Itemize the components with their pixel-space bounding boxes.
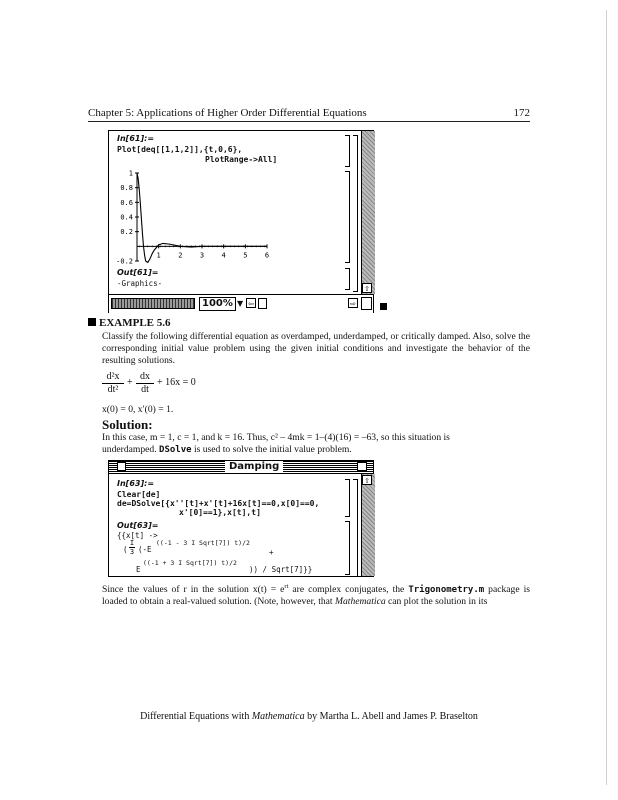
solution-line2 (102, 444, 530, 456)
scroll-right-arrow-icon[interactable]: ⇨ (348, 298, 358, 308)
example-title: EXAMPLE 5.6 (99, 317, 171, 329)
scroll-up-arrow-icon[interactable]: ⇧ (362, 475, 372, 485)
series-line (137, 173, 270, 262)
horizontal-scroll-thumb[interactable] (258, 298, 267, 309)
damping-notebook-window (108, 460, 374, 577)
y-tick-label: 0.8 (120, 184, 133, 193)
out-exponent1: ((-1 - 3 I Sqrt[7]) t)/2 (156, 539, 250, 547)
closing-superscript: rt (284, 583, 289, 590)
y-tick-label: 1 (128, 169, 133, 178)
page-footer (0, 711, 618, 722)
plot-notebook-window (108, 130, 374, 313)
solution-heading: Solution: (102, 417, 153, 432)
out-neg-e: (-E (138, 545, 152, 554)
vertical-scrollbar[interactable] (361, 474, 375, 576)
dsolve-code: DSolve (159, 445, 192, 455)
eq-dt2: dt² (107, 384, 119, 395)
example-heading (88, 317, 171, 329)
x-tick-label: 5 (243, 251, 248, 260)
eq-rest: + 16x = 0 (157, 377, 196, 388)
cell-bracket[interactable] (345, 171, 350, 263)
frac-den: 3 (129, 548, 135, 556)
damping-code-line3: x'[0]==1},x[t],t] (179, 508, 261, 517)
y-tick-label: 0.4 (120, 213, 133, 222)
closing-text: can plot the solution in its (385, 596, 488, 608)
eq-dx: dx (140, 371, 150, 382)
window-title: Damping (225, 461, 283, 473)
footer-text: Differential Equations with (140, 711, 252, 722)
plot-code-line1: Plot[deq[[1,1,2]],{t,0,6}, (117, 145, 243, 154)
x-tick-label: 4 (221, 251, 226, 260)
damping-out-label: Out[63]= (117, 521, 159, 530)
plot-out-label: Out[61]= (117, 268, 159, 277)
y-tick-label: -0.2 (116, 257, 133, 266)
y-tick-label: 0.2 (120, 228, 133, 237)
title-bar[interactable] (109, 461, 373, 474)
x-tick-label: 1 (156, 251, 161, 260)
zoom-level[interactable]: 100% (199, 297, 236, 311)
bottom-bar (109, 294, 373, 313)
damping-out-line1: {{x[t] -> (117, 531, 158, 540)
out-e: E (136, 565, 141, 574)
vertical-scrollbar[interactable] (361, 131, 375, 294)
cell-bracket[interactable] (345, 521, 350, 575)
plot-in-label: In[61]:= (117, 134, 155, 143)
plot-area (109, 167, 349, 267)
page-edge-line (606, 10, 607, 785)
cell-bracket[interactable] (345, 135, 350, 167)
closing-text: are complex conjugates, the (288, 584, 409, 596)
damping-in-label: In[63]:= (117, 479, 155, 488)
example-paragraph: Classify the following differential equation as overdamped, underdamped, or critically damped. Also, solve the corresponding initial value problem using the given initial conditions and investigate the behavior of the resulting solutions. (102, 331, 530, 366)
zoom-dropdown-icon[interactable]: ▼ (237, 299, 244, 308)
x-tick-label: 6 (264, 251, 270, 260)
resize-grip-icon[interactable] (361, 297, 372, 310)
group-bracket[interactable] (353, 135, 358, 292)
cell-bracket[interactable] (345, 479, 350, 517)
zoom-box-icon[interactable] (357, 462, 367, 471)
closing-paragraph (102, 581, 530, 608)
x-tick-label: 2 (178, 251, 183, 260)
x-tick-label: 3 (199, 251, 205, 260)
closing-text: Since the values of r in the solution x(t) = e (102, 584, 285, 596)
initial-conditions: x(0) = 0, x′(0) = 1. (102, 404, 174, 415)
eq-plus: + (127, 377, 133, 388)
bullet-square-icon (88, 318, 96, 326)
closing-text: package is loaded to obtain a real-valued solution. (Note, however, that (102, 584, 531, 608)
y-tick-label: 0.6 (120, 198, 133, 207)
eq-d2x: d²x (106, 371, 120, 382)
trigonometry-code: Trigonometry.m (408, 585, 485, 596)
frac-num: I (129, 539, 135, 547)
damping-code-line1: Clear[de] (117, 490, 161, 499)
close-box-icon[interactable] (117, 462, 126, 471)
page-number: 172 (513, 107, 530, 119)
header-rule (88, 121, 530, 122)
scroll-left-arrow-icon[interactable]: ⇦ (246, 298, 256, 308)
end-of-example-square-icon (380, 303, 387, 310)
damping-out-expression: ( I 3 (-E ((-1 - 3 I Sqrt[7]) t)/2 + E ((-1 + 3 I Sqrt[7]) t)/2 )) / Sqrt[7]}} (123, 539, 313, 574)
footer-text: by Martha L. Abell and James P. Braselton (304, 711, 478, 722)
out-tail: )) / Sqrt[7]}} (249, 565, 313, 574)
scroll-up-arrow-icon[interactable]: ⇧ (362, 283, 372, 293)
out-plus: + (269, 548, 274, 557)
out-exponent2: ((-1 + 3 I Sqrt[7]) t)/2 (143, 559, 237, 567)
horizontal-scrollbar-track[interactable] (111, 298, 195, 309)
group-bracket[interactable] (353, 479, 358, 577)
plot-code-line2: PlotRange->All] (205, 155, 278, 164)
cell-bracket[interactable] (345, 268, 350, 290)
solution-line1: In this case, m = 1, c = 1, and k = 16. Thus, c² – 4mk = 1–(4)(16) = –63, so this situation is (102, 432, 450, 443)
differential-equation (102, 371, 222, 401)
eq-dt: dt (141, 384, 149, 395)
damping-code-line2: de=DSolve[{x''[t]+x'[t]+16x[t]==0,x[0]==0, (117, 499, 320, 508)
solution-text: is used to solve the initial value problem. (193, 444, 352, 455)
mathematica-italic: Mathematica (335, 596, 386, 608)
plot-out-value: -Graphics- (117, 279, 163, 288)
footer-italic: Mathematica (251, 711, 305, 722)
chapter-title: Chapter 5: Applications of Higher Order Differential Equations (88, 107, 367, 119)
solution-text: underdamped. (102, 444, 157, 455)
